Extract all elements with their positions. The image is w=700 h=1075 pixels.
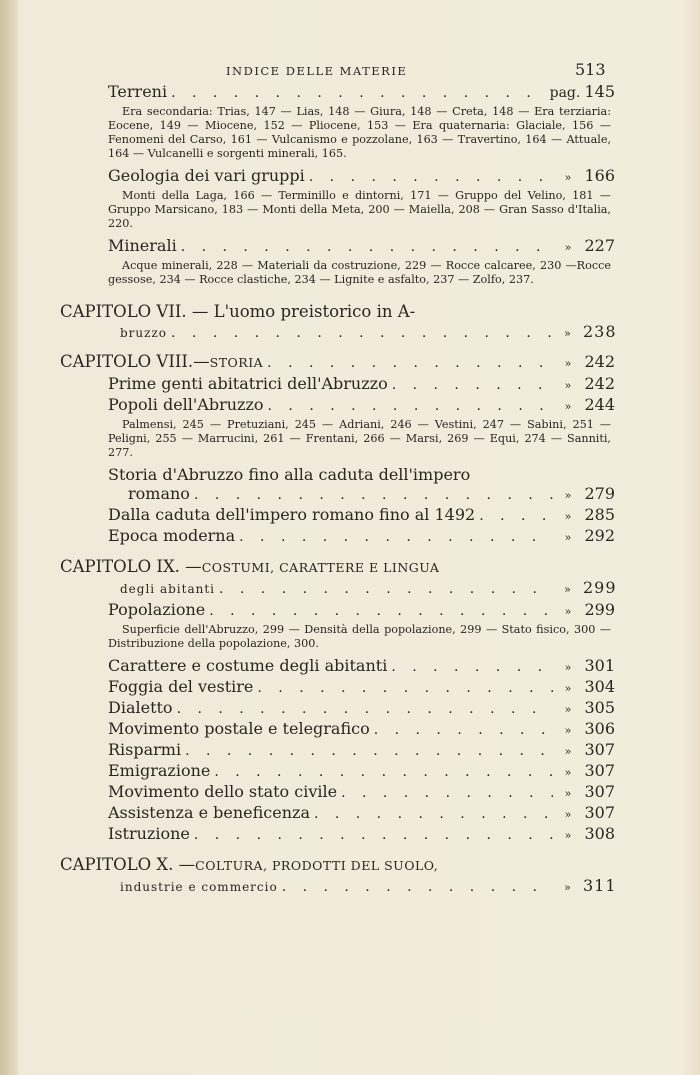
- dot-leader: [219, 579, 553, 599]
- subentries-minerali: Acque minerali, 228 — Materiali da costruzione, 229 — Rocce calcaree, 230 —Rocce gessose, 234 — Rocce clastiche, 234 — Lignite e asfalto, 237 — Zolfo, 237.: [108, 259, 611, 286]
- page-prefix: »: [564, 400, 572, 413]
- page-prefix: »: [564, 171, 572, 184]
- chapter-heading-ix[interactable]: [60, 557, 615, 600]
- page-prefix: »: [564, 379, 572, 392]
- toc-entry-dalla-caduta[interactable]: [60, 505, 615, 526]
- chapter-title: STORIA: [209, 355, 264, 370]
- toc-entry-geologia[interactable]: [60, 166, 615, 187]
- entry-label: Storia d'Abruzzo fino alla caduta dell'impero: [108, 465, 471, 484]
- dot-leader: [185, 742, 553, 761]
- toc-entry-foggia[interactable]: [60, 677, 615, 698]
- entry-page: 292: [584, 526, 615, 545]
- entry-page: 244: [584, 395, 615, 414]
- entry-page: 307: [584, 803, 615, 822]
- page-prefix: »: [564, 605, 572, 618]
- entry-label: Dialetto: [108, 698, 173, 717]
- toc-entry-risparmi[interactable]: [60, 740, 615, 761]
- dot-leader: [239, 528, 553, 547]
- dot-leader: [309, 168, 553, 187]
- entry-page: 307: [584, 740, 615, 759]
- toc-entry-carattere[interactable]: [60, 656, 615, 677]
- chapter-number: CAPITOLO IX. —: [60, 557, 202, 576]
- dot-leader: [391, 658, 553, 677]
- entry-page: 145: [584, 82, 615, 101]
- entry-label: Geologia dei vari gruppi: [108, 166, 305, 185]
- page-number: 513: [575, 60, 606, 79]
- chapter-page: 311: [583, 876, 617, 895]
- entry-label: Assistenza e beneficenza: [108, 803, 310, 822]
- chapter-heading-vii[interactable]: [60, 302, 615, 344]
- dot-leader: [374, 721, 553, 740]
- entry-label: Minerali: [108, 236, 177, 255]
- chapter-title: COLTURA, PRODOTTI DEL SUOLO,: [195, 858, 439, 873]
- dot-leader: [341, 784, 553, 803]
- toc-entry-movimento-postale[interactable]: [60, 719, 615, 740]
- entry-page: 299: [584, 600, 615, 619]
- entry-page: 307: [584, 782, 615, 801]
- chapter-title-continuation: [60, 876, 615, 898]
- entry-label: Popolazione: [108, 600, 206, 619]
- page-prefix: »: [564, 724, 572, 737]
- dot-leader: [257, 679, 553, 698]
- book-spine-shadow: [0, 0, 18, 1075]
- dot-leader: [171, 84, 547, 103]
- running-title: INDICE DELLE MATERIE: [226, 64, 408, 78]
- subentries-geologia: Monti della Laga, 166 — Terminillo e dintorni, 171 — Gruppo del Velino, 181 — Gruppo Marsicano, 183 — Monti della Meta, 200 — Maiella, 208 — Gran Sasso d'Italia, 220.: [108, 189, 611, 230]
- page-prefix: »: [564, 327, 572, 340]
- entry-label: Istruzione: [108, 824, 190, 843]
- entry-page: 285: [584, 505, 615, 524]
- chapter-title: COSTUMI, CARATTERE E LINGUA: [201, 560, 440, 575]
- toc-entry-popoli[interactable]: [60, 395, 615, 416]
- dot-leader: [282, 877, 553, 897]
- entry-label: Movimento dello stato civile: [108, 782, 338, 801]
- dot-leader: [209, 602, 553, 621]
- entry-page: 242: [584, 374, 615, 393]
- chapter-title-row: [60, 557, 615, 578]
- entry-label: Emigrazione: [108, 761, 211, 780]
- subentries-popoli: Palmensi, 245 — Pretuziani, 245 — Adriani, 246 — Vestini, 247 — Sabini, 251 — Peligni, 255 — Marrucini, 261 — Frentani, 266 — Marsi, 269 — Equi, 274 — Sanniti, 277.: [108, 418, 611, 459]
- dot-leader: [267, 353, 553, 373]
- dot-leader: [194, 826, 553, 845]
- entry-label: Carattere e costume degli abitanti: [108, 656, 388, 675]
- dot-leader: [214, 763, 553, 782]
- dot-leader: [268, 397, 553, 416]
- chapter-title: CAPITOLO VII. — L'uomo preistorico in A-: [60, 302, 416, 321]
- page-prefix: »: [564, 241, 572, 254]
- chapter-title-line2: degli abitanti: [120, 582, 215, 596]
- chapter-heading-viii[interactable]: [60, 352, 615, 374]
- dot-leader: [171, 323, 553, 343]
- dot-leader: [479, 507, 553, 526]
- page-prefix: »: [564, 682, 572, 695]
- entry-page: 305: [584, 698, 615, 717]
- entry-label: Prime genti abitatrici dell'Abruzzo: [108, 374, 388, 393]
- toc-entry-minerali[interactable]: [60, 236, 615, 257]
- page-prefix: »: [564, 510, 572, 523]
- chapter-title-line2: industrie e commercio: [120, 880, 278, 894]
- toc-entry-terreni[interactable]: [60, 82, 615, 103]
- chapter-title-continuation: [60, 322, 615, 344]
- toc-entry-popolazione[interactable]: [60, 600, 615, 621]
- page-prefix: »: [564, 766, 572, 779]
- page-prefix: »: [564, 531, 572, 544]
- page-prefix: »: [564, 583, 572, 596]
- page-prefix: pag.: [549, 85, 581, 101]
- entry-page: 301: [584, 656, 615, 675]
- page-header: [0, 60, 700, 80]
- toc-entry-prime-genti[interactable]: [60, 374, 615, 395]
- chapter-number: CAPITOLO X. —: [60, 855, 196, 874]
- page-prefix: »: [564, 829, 572, 842]
- subentries-terreni: Era secondaria: Trias, 147 — Lias, 148 — Giura, 148 — Creta, 148 — Era terziaria: Eocene, 149 — Miocene, 152 — Pliocene, 153 — Era quaternaria: Glaciale, 156 — Fenomeni del Carso, 161 — Vulcanismo e pozzolane, 163 — Travertino, 164 — Attuale, 164 — Vulcanelli e sorgenti minerali, 165.: [108, 105, 611, 160]
- dot-leader: [314, 805, 553, 824]
- entry-page: 306: [584, 719, 615, 738]
- toc-entry-movimento-civile[interactable]: [60, 782, 615, 803]
- toc-entry-dialetto[interactable]: [60, 698, 615, 719]
- page-prefix: »: [564, 745, 572, 758]
- entry-page: 166: [584, 166, 615, 185]
- chapter-page: 242: [584, 352, 615, 371]
- entry-page: 308: [584, 824, 615, 843]
- chapter-number: CAPITOLO VIII.—: [60, 352, 210, 371]
- chapter-title-row: [60, 855, 615, 876]
- chapter-page: 299: [583, 578, 617, 597]
- entry-page: 279: [584, 484, 615, 503]
- entry-label: Popoli dell'Abruzzo: [108, 395, 264, 414]
- toc-entry-epoca-moderna[interactable]: [60, 526, 615, 547]
- page-prefix: »: [564, 787, 572, 800]
- toc-entry-emigrazione[interactable]: [60, 761, 615, 782]
- page-prefix: »: [564, 881, 572, 894]
- chapter-heading-x[interactable]: [60, 855, 615, 898]
- page-prefix: »: [564, 357, 572, 370]
- entry-label: Risparmi: [108, 740, 182, 759]
- entry-label-continuation: [108, 484, 615, 505]
- entry-label: Terreni: [108, 82, 168, 101]
- toc-entry-assistenza[interactable]: [60, 803, 615, 824]
- entry-page: 304: [584, 677, 615, 696]
- entry-label: Dalla caduta dell'impero romano fino al 1492: [108, 505, 476, 524]
- chapter-title-continuation: [60, 578, 615, 600]
- toc-entry-storia-abruzzo[interactable]: [60, 465, 615, 505]
- chapter-title-line2: bruzzo: [120, 326, 168, 340]
- table-of-contents: [60, 82, 615, 898]
- dot-leader: [177, 700, 553, 719]
- entry-page: 227: [584, 236, 615, 255]
- page-prefix: »: [564, 661, 572, 674]
- page-prefix: »: [564, 703, 572, 716]
- page-prefix: »: [564, 489, 572, 502]
- entry-page: 307: [584, 761, 615, 780]
- toc-entry-istruzione[interactable]: [60, 824, 615, 845]
- dot-leader: [194, 486, 553, 505]
- page-prefix: »: [564, 808, 572, 821]
- entry-label: Foggia del vestire: [108, 677, 254, 696]
- entry-label: Movimento postale e telegrafico: [108, 719, 370, 738]
- dot-leader: [392, 376, 553, 395]
- entry-label-line2: romano: [128, 484, 190, 503]
- entry-label: Epoca moderna: [108, 526, 236, 545]
- subentries-popolazione: Superficie dell'Abruzzo, 299 — Densità della popolazione, 299 — Stato fisico, 300 — Distribuzione della popolazione, 300.: [108, 623, 611, 650]
- chapter-page: 238: [583, 322, 617, 341]
- dot-leader: [181, 238, 553, 257]
